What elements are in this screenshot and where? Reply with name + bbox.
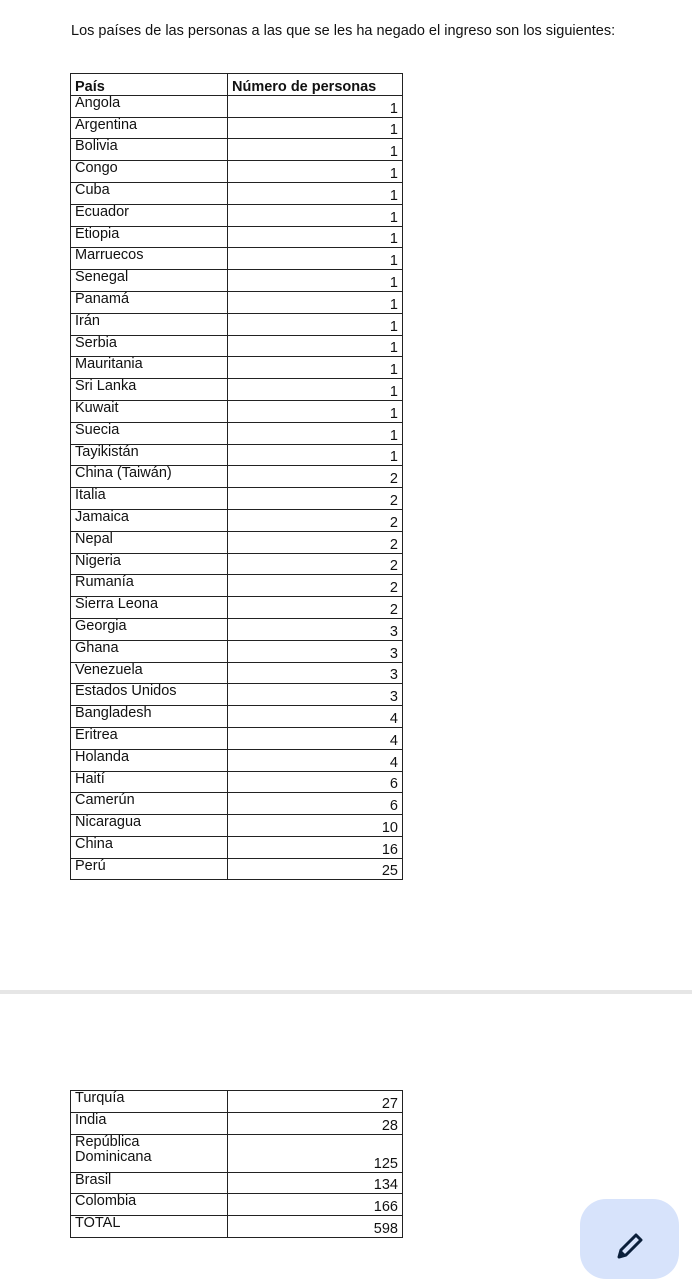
table-row	[71, 1216, 403, 1238]
table-row	[71, 117, 403, 139]
table-row	[71, 488, 403, 510]
count-cell: 2	[228, 597, 403, 619]
edit-button[interactable]	[580, 1199, 679, 1279]
count-cell: 2	[228, 466, 403, 488]
count-cell: 2	[228, 575, 403, 597]
country-cell: Serbia	[71, 335, 228, 357]
count-cell: 6	[228, 793, 403, 815]
country-cell: Brasil	[71, 1172, 228, 1194]
table-row	[71, 379, 403, 401]
count-cell: 3	[228, 684, 403, 706]
table-row	[71, 422, 403, 444]
count-cell: 16	[228, 836, 403, 858]
count-cell: 1	[228, 444, 403, 466]
country-cell: Jamaica	[71, 509, 228, 531]
page-divider	[0, 990, 692, 994]
table-row	[71, 1194, 403, 1216]
country-cell: Turquía	[71, 1091, 228, 1113]
pencil-icon	[615, 1231, 645, 1261]
count-cell: 1	[228, 335, 403, 357]
table-row	[71, 1172, 403, 1194]
table-row	[71, 575, 403, 597]
country-cell: Ecuador	[71, 204, 228, 226]
count-cell: 1	[228, 117, 403, 139]
table-row	[71, 553, 403, 575]
table-header-row	[71, 74, 403, 96]
table-row	[71, 815, 403, 837]
count-cell: 27	[228, 1091, 403, 1113]
country-cell: Colombia	[71, 1194, 228, 1216]
table-row	[71, 684, 403, 706]
intro-text: Los países de las personas a las que se les ha negado el ingreso son los siguientes:	[71, 23, 616, 39]
table-row	[71, 706, 403, 728]
count-cell: 1	[228, 422, 403, 444]
country-cell: Kuwait	[71, 400, 228, 422]
table-row	[71, 291, 403, 313]
count-cell: 10	[228, 815, 403, 837]
country-cell: China (Taiwán)	[71, 466, 228, 488]
table-row	[71, 1091, 403, 1113]
table-row	[71, 161, 403, 183]
count-cell: 25	[228, 858, 403, 880]
table-row	[71, 1112, 403, 1134]
count-cell: 1	[228, 182, 403, 204]
count-cell: 598	[228, 1216, 403, 1238]
country-cell: Congo	[71, 161, 228, 183]
country-cell: Nigeria	[71, 553, 228, 575]
country-cell: Nepal	[71, 531, 228, 553]
count-cell: 1	[228, 226, 403, 248]
count-cell: 6	[228, 771, 403, 793]
table-row	[71, 204, 403, 226]
table-row	[71, 618, 403, 640]
country-cell: Bolivia	[71, 139, 228, 161]
count-cell: 1	[228, 270, 403, 292]
country-cell: Etiopia	[71, 226, 228, 248]
table-row	[71, 858, 403, 880]
count-cell: 1	[228, 357, 403, 379]
count-cell: 1	[228, 313, 403, 335]
country-cell: Italia	[71, 488, 228, 510]
count-cell: 2	[228, 488, 403, 510]
country-cell: Bangladesh	[71, 706, 228, 728]
country-cell: Suecia	[71, 422, 228, 444]
header-country: País	[71, 74, 228, 96]
table-row	[71, 597, 403, 619]
country-cell: Tayikistán	[71, 444, 228, 466]
count-cell: 1	[228, 248, 403, 270]
table-row	[71, 749, 403, 771]
countries-table-continued	[70, 1090, 403, 1238]
table-row	[71, 335, 403, 357]
table-row	[71, 270, 403, 292]
country-cell: Camerún	[71, 793, 228, 815]
country-cell: Argentina	[71, 117, 228, 139]
count-cell: 1	[228, 379, 403, 401]
count-cell: 3	[228, 662, 403, 684]
country-cell: TOTAL	[71, 1216, 228, 1238]
count-cell: 2	[228, 509, 403, 531]
count-cell: 1	[228, 139, 403, 161]
count-cell: 4	[228, 706, 403, 728]
count-cell: 4	[228, 727, 403, 749]
table-row	[71, 1134, 403, 1172]
country-cell: Panamá	[71, 291, 228, 313]
country-cell: Haití	[71, 771, 228, 793]
country-cell: Irán	[71, 313, 228, 335]
country-cell: Marruecos	[71, 248, 228, 270]
country-cell: China	[71, 836, 228, 858]
country-cell: Nicaragua	[71, 815, 228, 837]
table-row	[71, 662, 403, 684]
count-cell: 3	[228, 640, 403, 662]
count-cell: 4	[228, 749, 403, 771]
country-cell: Perú	[71, 858, 228, 880]
table-row	[71, 531, 403, 553]
table-row	[71, 95, 403, 117]
count-cell: 1	[228, 161, 403, 183]
count-cell: 2	[228, 553, 403, 575]
count-cell: 166	[228, 1194, 403, 1216]
table-row	[71, 793, 403, 815]
table-row	[71, 226, 403, 248]
country-cell: Senegal	[71, 270, 228, 292]
country-cell: Estados Unidos	[71, 684, 228, 706]
table-row	[71, 182, 403, 204]
table-row	[71, 509, 403, 531]
country-cell: Mauritania	[71, 357, 228, 379]
table-row	[71, 727, 403, 749]
country-cell: Rumanía	[71, 575, 228, 597]
table-row	[71, 444, 403, 466]
header-count: Número de personas	[228, 74, 403, 96]
countries-table	[70, 73, 403, 880]
count-cell: 1	[228, 400, 403, 422]
table-row	[71, 400, 403, 422]
table-row	[71, 640, 403, 662]
country-cell: Georgia	[71, 618, 228, 640]
count-cell: 3	[228, 618, 403, 640]
count-cell: 1	[228, 291, 403, 313]
country-cell: República Dominicana	[71, 1134, 228, 1172]
country-cell: Ghana	[71, 640, 228, 662]
table-row	[71, 771, 403, 793]
table-row	[71, 139, 403, 161]
country-cell: Holanda	[71, 749, 228, 771]
country-cell: Sri Lanka	[71, 379, 228, 401]
table-row	[71, 357, 403, 379]
table-row	[71, 248, 403, 270]
country-cell: Angola	[71, 95, 228, 117]
country-cell: India	[71, 1112, 228, 1134]
count-cell: 1	[228, 95, 403, 117]
country-cell: Venezuela	[71, 662, 228, 684]
count-cell: 1	[228, 204, 403, 226]
table-row	[71, 313, 403, 335]
table-row	[71, 836, 403, 858]
country-cell: Sierra Leona	[71, 597, 228, 619]
count-cell: 125	[228, 1134, 403, 1172]
count-cell: 134	[228, 1172, 403, 1194]
table-row	[71, 466, 403, 488]
count-cell: 28	[228, 1112, 403, 1134]
country-cell: Cuba	[71, 182, 228, 204]
country-cell: Eritrea	[71, 727, 228, 749]
count-cell: 2	[228, 531, 403, 553]
